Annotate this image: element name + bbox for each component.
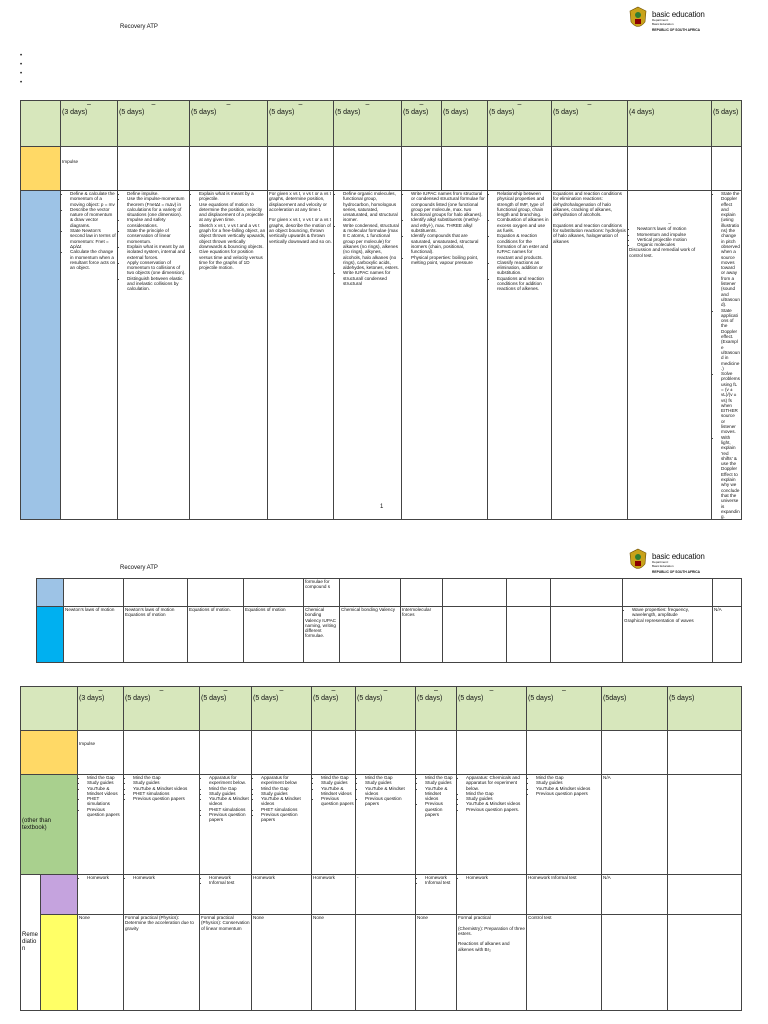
prereq-cell: Equations of motion [244, 607, 304, 663]
list-item: • State the Doppler effect and explain (using illustrations) the change in pitch observed when a source moves toward or away from a listener (sound and ultrasound). [721, 191, 740, 308]
duration-cell: – (5 days) [552, 101, 628, 147]
duration-cell: – (5 days) [118, 101, 190, 147]
list-item: • Informal test [209, 880, 250, 885]
list-item: • Use equations of motion to determine the position, velocity and displacement of a projectile at any given time. [199, 202, 266, 223]
content-cell [712, 191, 742, 520]
content-row [21, 191, 742, 520]
list-item: • Solve problems using fL = (v ± vL)/(v ± vs) fs when EITHER source or listener moves. [721, 371, 740, 435]
department-label: Department: Basic Education [652, 560, 674, 568]
content-cell: – • Newton's laws of motion • Momentum and impulse • Vertical projectile motion • Organic molecules Discussion and remedial work of control test. [628, 191, 712, 520]
duration-row [21, 101, 742, 147]
empty-bullet-list: • • • • [20, 53, 23, 86]
content-cell [61, 191, 118, 520]
list-item: • Write condensed, structural & molecular formulae (max 8 C atoms, 1 functional group per molecule) for alkanes (no rings), alkenes (no rings), alkynes, alcohols, halo alkanes (no rings), carboxylic acids, aldehydes, ketones, esters. [343, 223, 400, 271]
duration-cell: – (5 days) [488, 101, 552, 147]
list-item: • Physical properties: boiling point, melting point, vapour pressure [411, 255, 486, 266]
remediation-cell [124, 875, 200, 915]
topic-row [21, 731, 742, 775]
list-item: • State the principle of conservation of linear momentum. [127, 228, 188, 244]
list-item: • Previous question papers. [466, 807, 525, 812]
practical-cell: Formal practical (Physics): Determine the acceleration due to gravity [124, 915, 200, 1011]
list-item: • Give equations for position versus time and velocity versus time for the graphs of 1D projectile motion. [199, 249, 266, 270]
list-item: • Classify reactions as elimination, addition or substitution. [497, 260, 550, 276]
content-cell [334, 191, 402, 520]
list-item: • Homework [209, 875, 250, 880]
topic-cell: Impulse [61, 147, 118, 191]
list-item: • Apparatus for experiment below [261, 775, 310, 786]
schedule-table-1 [20, 100, 742, 520]
remediation-cell: Homework [252, 875, 312, 915]
list-item: • Relationship between physical properties and strength of IMF, type of functional group, chain length and branching. [497, 191, 550, 217]
dbe-logo [628, 548, 743, 576]
remediation-label: Remediation [21, 875, 41, 1011]
list-item: • Study guides [365, 780, 414, 785]
duration-cell: – (3 days) [78, 687, 124, 731]
duration-cell: – (5 days) [416, 687, 457, 731]
prereq-cell: • Wave properties: frequency, wavelength, amplitude Graphical representation of waves [623, 607, 713, 663]
resources-cell [416, 775, 457, 875]
remediation-cell: N/A [602, 875, 668, 915]
duration-cell: (5 days) [442, 101, 488, 147]
list-item: • Previous question papers [209, 812, 250, 823]
content-cell: Equations and reaction conditions for elimination reactions: dehydrohalogenation of halo alkanes, cracking of alkanes, dehydration of alcohols. Equations and reaction conditions for substitution reactions: hydrolysis of halo alkanes, halogenation of alkanes [552, 191, 628, 520]
list-item: • Study guides [261, 791, 310, 796]
list-item: • Vertical projectile motion [637, 237, 710, 242]
practical-cell: None [416, 915, 457, 1011]
list-item: • Apparatus: Chemicals and apparatus for experiment below. [466, 775, 525, 791]
department-label: Department: Basic Education [652, 18, 674, 26]
prerequisite-row [37, 607, 742, 663]
duration-row [21, 687, 742, 731]
list-item: • Impulse and safety considerations. [127, 217, 188, 228]
list-item: • YouTube & Mindset videos [425, 786, 455, 802]
list-item: • Equation & reaction conditions for the formation of an ester and IUPAC names for reactant and products. [497, 233, 550, 259]
republic-label: REPUBLIC OF SOUTH AFRICA [652, 570, 701, 574]
list-item: • Previous question papers [261, 812, 310, 823]
list-item: • Previous question papers [87, 807, 122, 818]
resources-cell [252, 775, 312, 875]
prereq-cell: N/A [713, 607, 742, 663]
list-item: • PHET simulations [261, 807, 310, 812]
list-item: • YouTube & Mindset videos [365, 786, 414, 797]
list-item: • State Newton's second law in terms of momentum: Fnet = Δp/Δt [70, 228, 116, 249]
list-item: • YouTube & Mindset videos [321, 786, 354, 797]
list-item: • Sketch x vs t, v vs t and a vs t graph for a free-falling object, an object thrown vertically upwards, object thrown vertically downwards & bouncing objects. [199, 223, 266, 249]
duration-cell: – (5 days) [527, 687, 602, 731]
list-item: • Apparatus for experiment below. [209, 775, 250, 786]
prereq-cell: Chemical bonding Valency IUPAC naming, writing different formulae. [304, 607, 340, 663]
list-item: • Previous question papers [133, 796, 198, 801]
list-item: • Describe the vector nature of momentum & draw vector diagrams. [70, 207, 116, 228]
duration-cell: (5 days) [668, 687, 742, 731]
practical-cell: Control test [527, 915, 602, 1011]
list-item: • PHET simulations [87, 796, 122, 807]
list-item: • Study guides [321, 780, 354, 785]
duration-cell: (4 days) [628, 101, 712, 147]
list-item: • Homework [87, 875, 122, 880]
list-item: • Mind the Gap [321, 775, 354, 780]
resources-cell [78, 775, 124, 875]
list-item: • Study guides [425, 780, 455, 785]
prereq-cell: Intermolecular forces [401, 607, 443, 663]
prereq-cell: Equations of motion. [188, 607, 244, 663]
list-item: • Explain what is meant by a projectile. [199, 191, 266, 202]
list-item: • Define organic molecules, functional group, hydrocarbon, homologous series, saturated, unsaturated, and structural isomer. [343, 191, 400, 223]
remediation-cell [457, 875, 527, 915]
list-item: • Study guides [466, 796, 525, 801]
list-item: • Define impulse. [127, 191, 188, 196]
remediation-cell [200, 875, 252, 915]
resources-cell [356, 775, 416, 875]
list-item: • YouTube & Mindset videos [87, 786, 122, 797]
republic-label: REPUBLIC OF SOUTH AFRICA [652, 28, 701, 32]
list-item: • Wave properties: frequency, wavelength, amplitude [632, 607, 711, 618]
list-item: • YouTube & Mindset videos [133, 786, 198, 791]
list-item: • Define & calculate the momentum of a moving object: p = mv [70, 191, 116, 207]
list-item: • YouTube & Mindset videos [261, 796, 310, 807]
list-item: • Study guides [536, 780, 600, 785]
list-item: • Mind the Gap [87, 775, 122, 780]
remediation-cell [78, 875, 124, 915]
resources-label: (other than textbook) [21, 775, 78, 875]
list-item: • Previous question papers [365, 796, 414, 807]
resources-cell [124, 775, 200, 875]
list-item: • Previous question papers [425, 801, 455, 817]
list-item: • Momentum and impulse [637, 232, 710, 237]
page-number: 1 [380, 504, 384, 510]
brand-name: basic education [652, 10, 705, 19]
brand-name: basic education [652, 552, 705, 561]
practical-cell: None [312, 915, 356, 1011]
list-item: • With light, explain 'red shifts' & use the Doppler Effect to explain why we conclude that the universe is expanding. [721, 435, 740, 520]
duration-cell: – (5 days) [268, 101, 334, 147]
resources-cell [457, 775, 527, 875]
remediation-cell: Homework Informal test [527, 875, 602, 915]
remediation-cell: Homework [312, 875, 356, 915]
content-cell: formulae for compound s [304, 579, 340, 607]
duration-cell: – (5 days) [356, 687, 416, 731]
list-item: • Study guides [209, 791, 250, 796]
list-item: • State applications of the Doppler effect. (Example ultrasound in medicine.) [721, 308, 740, 372]
duration-cell: – (5 days) [252, 687, 312, 731]
list-item: • Use the impulse-momentum theorem (FnetΔt = mΔv) in calculations for a variety of situations (one dimension). [127, 196, 188, 217]
prereq-cell: Chemical bonding Valency [340, 607, 401, 663]
content-cell [488, 191, 552, 520]
list-item: • Write IUPAC names for structural/ condensed structural [343, 270, 400, 286]
list-item: • Identify alkyl substituents (methyl- and ethyl-), max. THREE alkyl substituents. [411, 217, 486, 233]
list-item: • Write IUPAC names from structural or condensed structural formulae for compounds listed (one functional group per molecule, max. two functional groups for halo alkanes). [411, 191, 486, 217]
content-cell [118, 191, 190, 520]
list-item: • Organic molecules [637, 242, 710, 247]
prereq-cell: Newton's laws of motion Equations of motion [124, 607, 188, 663]
duration-cell: – (3 days) [61, 101, 118, 147]
topic-cell: Impulse [78, 731, 124, 775]
practicals-row [21, 915, 742, 1011]
list-item: • Equations and reaction conditions for addition reactions of alkenes. [497, 276, 550, 292]
list-item: • Homework [133, 875, 198, 880]
duration-cell: (5days) [602, 687, 668, 731]
list-item: • Identify compounds that are saturated, unsaturated, structural isomers (chain, positional, functional). [411, 233, 486, 254]
remediation-cell: - [356, 875, 416, 915]
list-item: • Mind the Gap [133, 775, 198, 780]
list-item: • Previous question papers [536, 791, 600, 796]
duration-cell: – (5 days) [402, 101, 442, 147]
schedule-table-3 [20, 686, 742, 1011]
continued-content-row [37, 579, 742, 607]
list-item: • Study guides [133, 780, 198, 785]
list-item: • Mind the Gap [261, 786, 310, 791]
list-item: • Mind the Gap [365, 775, 414, 780]
resources-cell [312, 775, 356, 875]
practical-cell: Formal practical (Chemistry): Preparation of three esters. Reactions of alkanes and alkenes with Br₂ [457, 915, 527, 1011]
resources-row [21, 775, 742, 875]
list-item: • YouTube & Mindset videos [536, 786, 600, 791]
duration-cell: – (5 days) [200, 687, 252, 731]
resources-cell: N/A [602, 775, 668, 875]
topic-row [21, 147, 742, 191]
list-item: • YouTube & Mindset videos [466, 801, 525, 806]
remediation-cell [416, 875, 457, 915]
coat-of-arms-icon [628, 6, 648, 32]
practical-cell: None [78, 915, 124, 1011]
list-item: • Apply conservation of momentum to collisions of two objects (one dimension). [127, 260, 188, 276]
list-item: • Combustion of alkanes in excess oxygen and use as fuels. [497, 217, 550, 233]
remediation-row [21, 875, 742, 915]
dbe-logo [628, 6, 743, 34]
list-item: • Previous question papers [321, 796, 354, 807]
list-item: • Mind the Gap [425, 775, 455, 780]
list-item: • PHET simulations [209, 807, 250, 812]
duration-cell: – (5 days) [457, 687, 527, 731]
list-item: • Homework [466, 875, 525, 880]
practical-cell: None [252, 915, 312, 1011]
list-item: • Homework [425, 875, 455, 880]
duration-cell: – (5 days) [312, 687, 356, 731]
list-item: • Informal test [425, 880, 455, 885]
duration-cell: – (5 days) [124, 687, 200, 731]
list-item: • Explain what is meant by an isolated system, internal and external forces. [127, 244, 188, 260]
list-item: • Mind the Gap [536, 775, 600, 780]
list-item: • Study guides [87, 780, 122, 785]
practical-cell: Formal practical (Physics): Conservation of linear momentum [200, 915, 252, 1011]
list-item: • PHET simulations [133, 791, 198, 796]
list-item: • Distinguish between elastic and inelastic collisions by calculation. [127, 276, 188, 292]
coat-of-arms-icon [628, 548, 648, 574]
schedule-table-2 [36, 578, 742, 663]
prereq-cell: Newton's laws of motion [64, 607, 124, 663]
list-item: • Mind the Gap [466, 791, 525, 796]
header-title: Recovery ATP [120, 565, 158, 571]
list-item: • YouTube & Mindset videos [209, 796, 250, 807]
content-cell [190, 191, 268, 520]
duration-cell: – (5 days) [190, 101, 268, 147]
list-item: • Newton's laws of motion [637, 226, 710, 231]
list-item: • Mind the Gap [209, 786, 250, 791]
duration-cell: – (5 days) [334, 101, 402, 147]
list-item: • Calculate the change in momentum when a resultant force acts on an object. [70, 249, 116, 270]
resources-cell [200, 775, 252, 875]
content-cell: For given x vs t, v vs t or a vs t graphs, determine position, displacement and velocity or acceleration at any time t. For given x vs t, v vs t or a vs t graphs, describe the motion of an object bouncing, thrown vertically upwards & thrown vertically downward and so on. [268, 191, 334, 520]
content-cell [402, 191, 488, 520]
header-title: Recovery ATP [120, 24, 158, 30]
duration-cell: (5 days) [712, 101, 742, 147]
resources-cell [527, 775, 602, 875]
